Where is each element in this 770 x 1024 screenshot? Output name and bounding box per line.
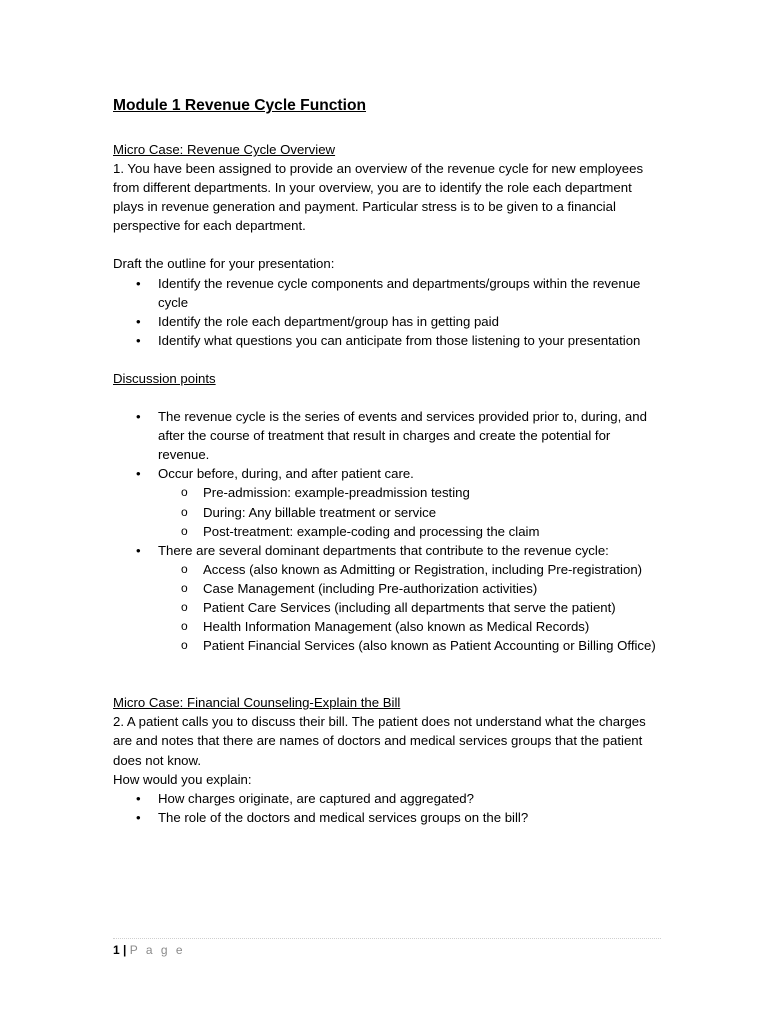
- case2-intro: 2. A patient calls you to discuss their bill. The patient does not understand what the charges are and notes that there are names of doctors and medical services groups that the patient does not know.: [113, 714, 646, 768]
- sublist-item: o Pre-admission: example-preadmission testing: [203, 483, 661, 502]
- sublist-item: o Health Information Management (also known as Medical Records): [203, 617, 661, 636]
- document-page: [113, 96, 661, 827]
- spacer: [113, 655, 661, 674]
- page-footer: [113, 938, 661, 957]
- case1-intro: 1. You have been assigned to provide an overview of the revenue cycle for new employees from different departments. In your overview, you are to identify the role each department plays in revenue generation and payment. Particular stress is to be given to a financial perspective for each department.: [113, 161, 644, 234]
- sublist-item: o Post-treatment: example-coding and processing the claim: [203, 522, 661, 541]
- sublist-item: o Case Management (including Pre-authorization activities): [203, 579, 661, 598]
- sublist-item: o Patient Care Services (including all departments that serve the patient): [203, 598, 661, 617]
- case2-heading: Micro Case: Financial Counseling-Explain the Bill: [113, 695, 401, 711]
- document-title: Module 1 Revenue Cycle Function: [113, 97, 367, 114]
- list-item: • Identify what questions you can anticipate from those listening to your presentation: [158, 331, 661, 350]
- sublist: [158, 483, 661, 540]
- list-item: • Identify the revenue cycle components and departments/groups within the revenue cycle: [158, 274, 661, 312]
- draft-list: [113, 274, 661, 350]
- list-item: • How charges originate, are captured and aggregated?: [158, 789, 661, 808]
- draft-label: Draft the outline for your presentation:: [113, 256, 335, 272]
- sublist-item: o Patient Financial Services (also known as Patient Accounting or Billing Office): [203, 636, 661, 655]
- sublist-item: o Access (also known as Admitting or Registration, including Pre-registration): [203, 560, 661, 579]
- spacer: [113, 350, 661, 369]
- spacer: [113, 235, 661, 254]
- list-item: • Identify the role each department/group has in getting paid: [158, 312, 661, 331]
- list-item-text: There are several dominant departments that contribute to the revenue cycle:: [158, 542, 609, 558]
- list-item: [158, 464, 661, 540]
- list-item: • The revenue cycle is the series of events and services provided prior to, during, and after the course of treatment that result in charges and create the potential for revenue.: [158, 407, 661, 464]
- footer-separator: |: [123, 943, 127, 957]
- discussion-heading: Discussion points: [113, 370, 216, 386]
- page-label: P a g e: [129, 943, 186, 957]
- case2-list: [113, 789, 661, 827]
- list-item: [158, 541, 661, 656]
- sublist-item: o During: Any billable treatment or service: [203, 503, 661, 522]
- page-number: 1: [113, 943, 120, 957]
- list-item: • The role of the doctors and medical services groups on the bill?: [158, 808, 661, 827]
- list-item-text: Occur before, during, and after patient care.: [158, 466, 414, 482]
- spacer: [113, 674, 661, 693]
- case2-question: How would you explain:: [113, 771, 252, 787]
- spacer: [113, 388, 661, 407]
- discussion-list: [113, 407, 661, 655]
- sublist: [158, 560, 661, 655]
- case1-heading: Micro Case: Revenue Cycle Overview: [113, 142, 336, 157]
